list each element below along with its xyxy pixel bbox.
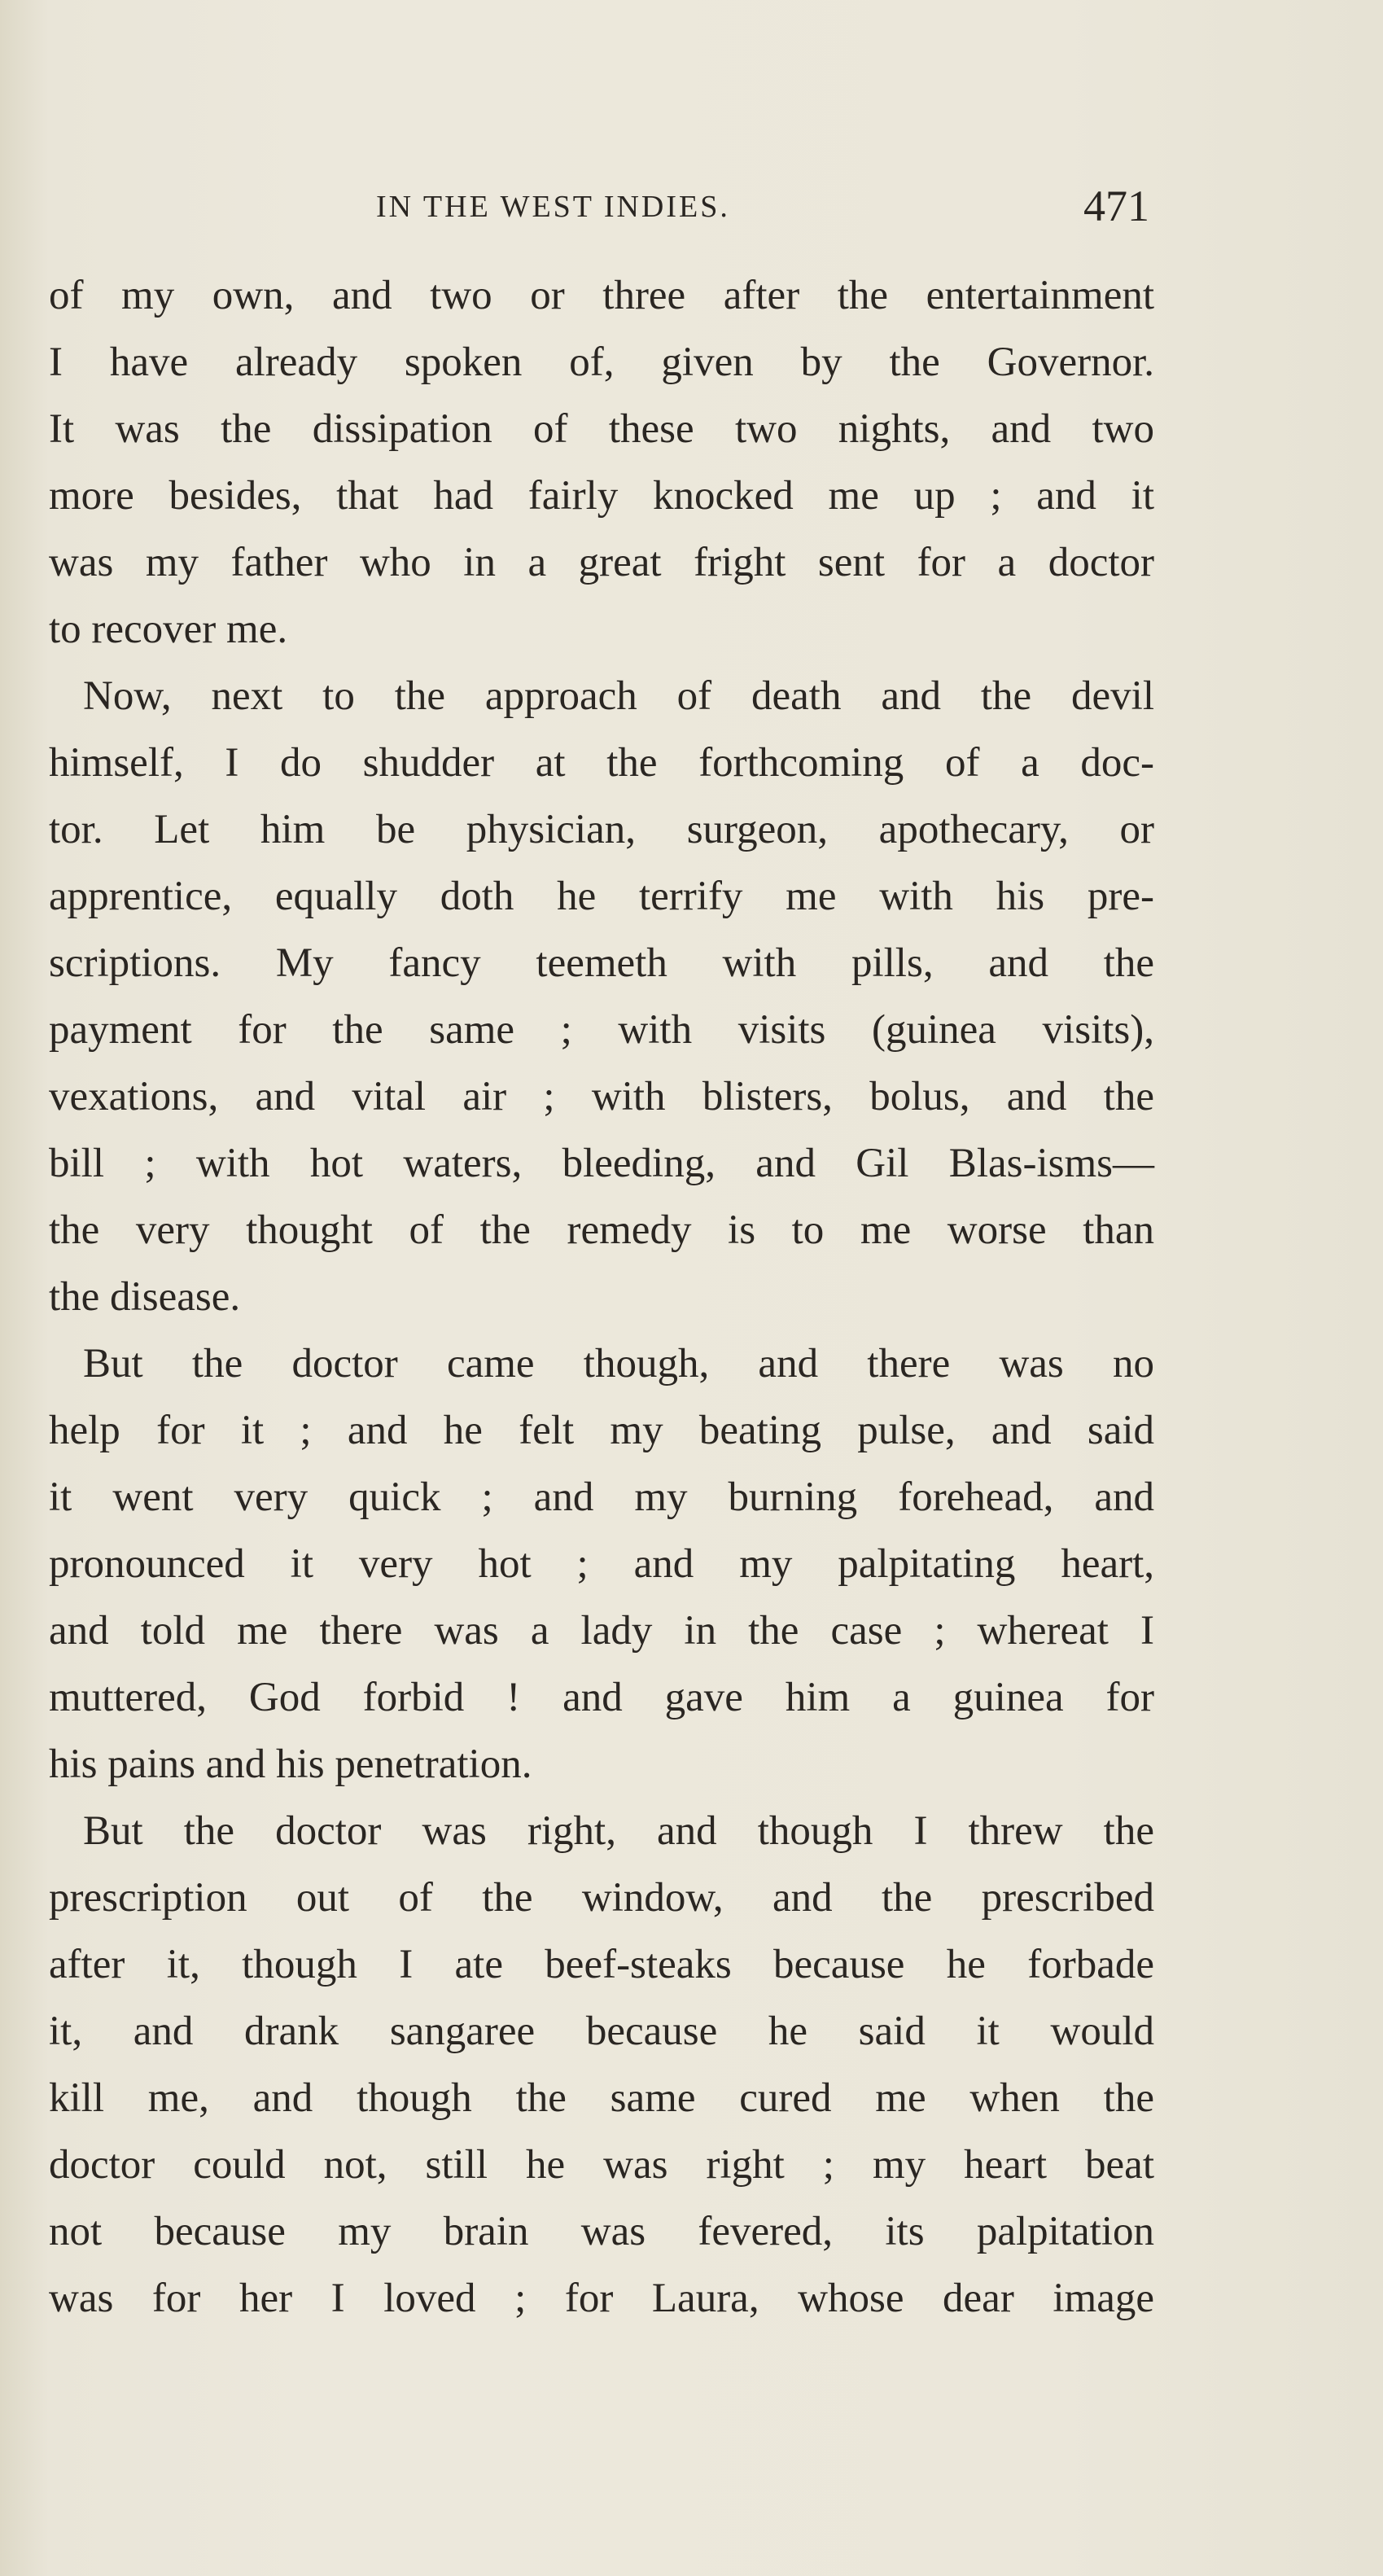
text-line: apprentice, equally doth he terrify me with his pre- xyxy=(49,874,1154,919)
text-line: was for her I loved ; for Laura, whose dear image xyxy=(49,2276,1154,2321)
text-line: was my father who in a great fright sent for a doctor xyxy=(49,540,1154,585)
text-line: to recover me. xyxy=(49,607,288,652)
paragraph-start-line: Now, next to the approach of death and the devil xyxy=(83,673,1154,719)
paragraph-start-line: But the doctor was right, and though I threw the xyxy=(83,1808,1154,1854)
text-line: and told me there was a lady in the case ; whereat I xyxy=(49,1608,1154,1654)
running-title: IN THE WEST INDIES. xyxy=(376,190,730,224)
text-line: his pains and his penetration. xyxy=(49,1741,532,1787)
text-line: it, and drank sangaree because he said it would xyxy=(49,2009,1154,2054)
text-line: more besides, that had fairly knocked me up ; and it xyxy=(49,473,1154,519)
text-line: muttered, God forbid ! and gave him a guinea for xyxy=(49,1675,1154,1720)
text-line: vexations, and vital air ; with blisters, bolus, and the xyxy=(49,1074,1154,1119)
text-line: I have already spoken of, given by the Governor. xyxy=(49,340,1154,385)
text-line: of my own, and two or three after the entertainment xyxy=(49,273,1154,318)
text-line: after it, though I ate beef-steaks because he forbade xyxy=(49,1942,1154,1987)
text-line: it went very quick ; and my burning forehead, and xyxy=(49,1474,1154,1520)
text-line: the disease. xyxy=(49,1274,241,1320)
text-line: kill me, and though the same cured me when the xyxy=(49,2075,1154,2121)
text-line: help for it ; and he felt my beating pulse, and said xyxy=(49,1408,1154,1453)
text-line: the very thought of the remedy is to me worse than xyxy=(49,1207,1154,1253)
text-line: prescription out of the window, and the prescribed xyxy=(49,1875,1154,1921)
paragraph-start-line: But the doctor came though, and there was no xyxy=(83,1341,1154,1387)
page-number: 471 xyxy=(1083,182,1149,230)
body-text xyxy=(49,262,1154,2332)
text-line: tor. Let him be physician, surgeon, apothecary, or xyxy=(49,807,1154,852)
running-head xyxy=(376,181,1149,238)
text-line: not because my brain was fevered, its palpitation xyxy=(49,2209,1154,2254)
text-line: pronounced it very hot ; and my palpitating heart, xyxy=(49,1541,1154,1587)
text-line: doctor could not, still he was right ; my heart beat xyxy=(49,2142,1154,2188)
text-line: scriptions. My fancy teemeth with pills, and the xyxy=(49,940,1154,986)
text-line: himself, I do shudder at the forthcoming of a doc- xyxy=(49,740,1154,786)
text-line: payment for the same ; with visits (guinea visits), xyxy=(49,1007,1154,1053)
text-line: It was the dissipation of these two nights, and two xyxy=(49,406,1154,452)
text-line: bill ; with hot waters, bleeding, and Gil Blas-isms— xyxy=(49,1141,1154,1186)
